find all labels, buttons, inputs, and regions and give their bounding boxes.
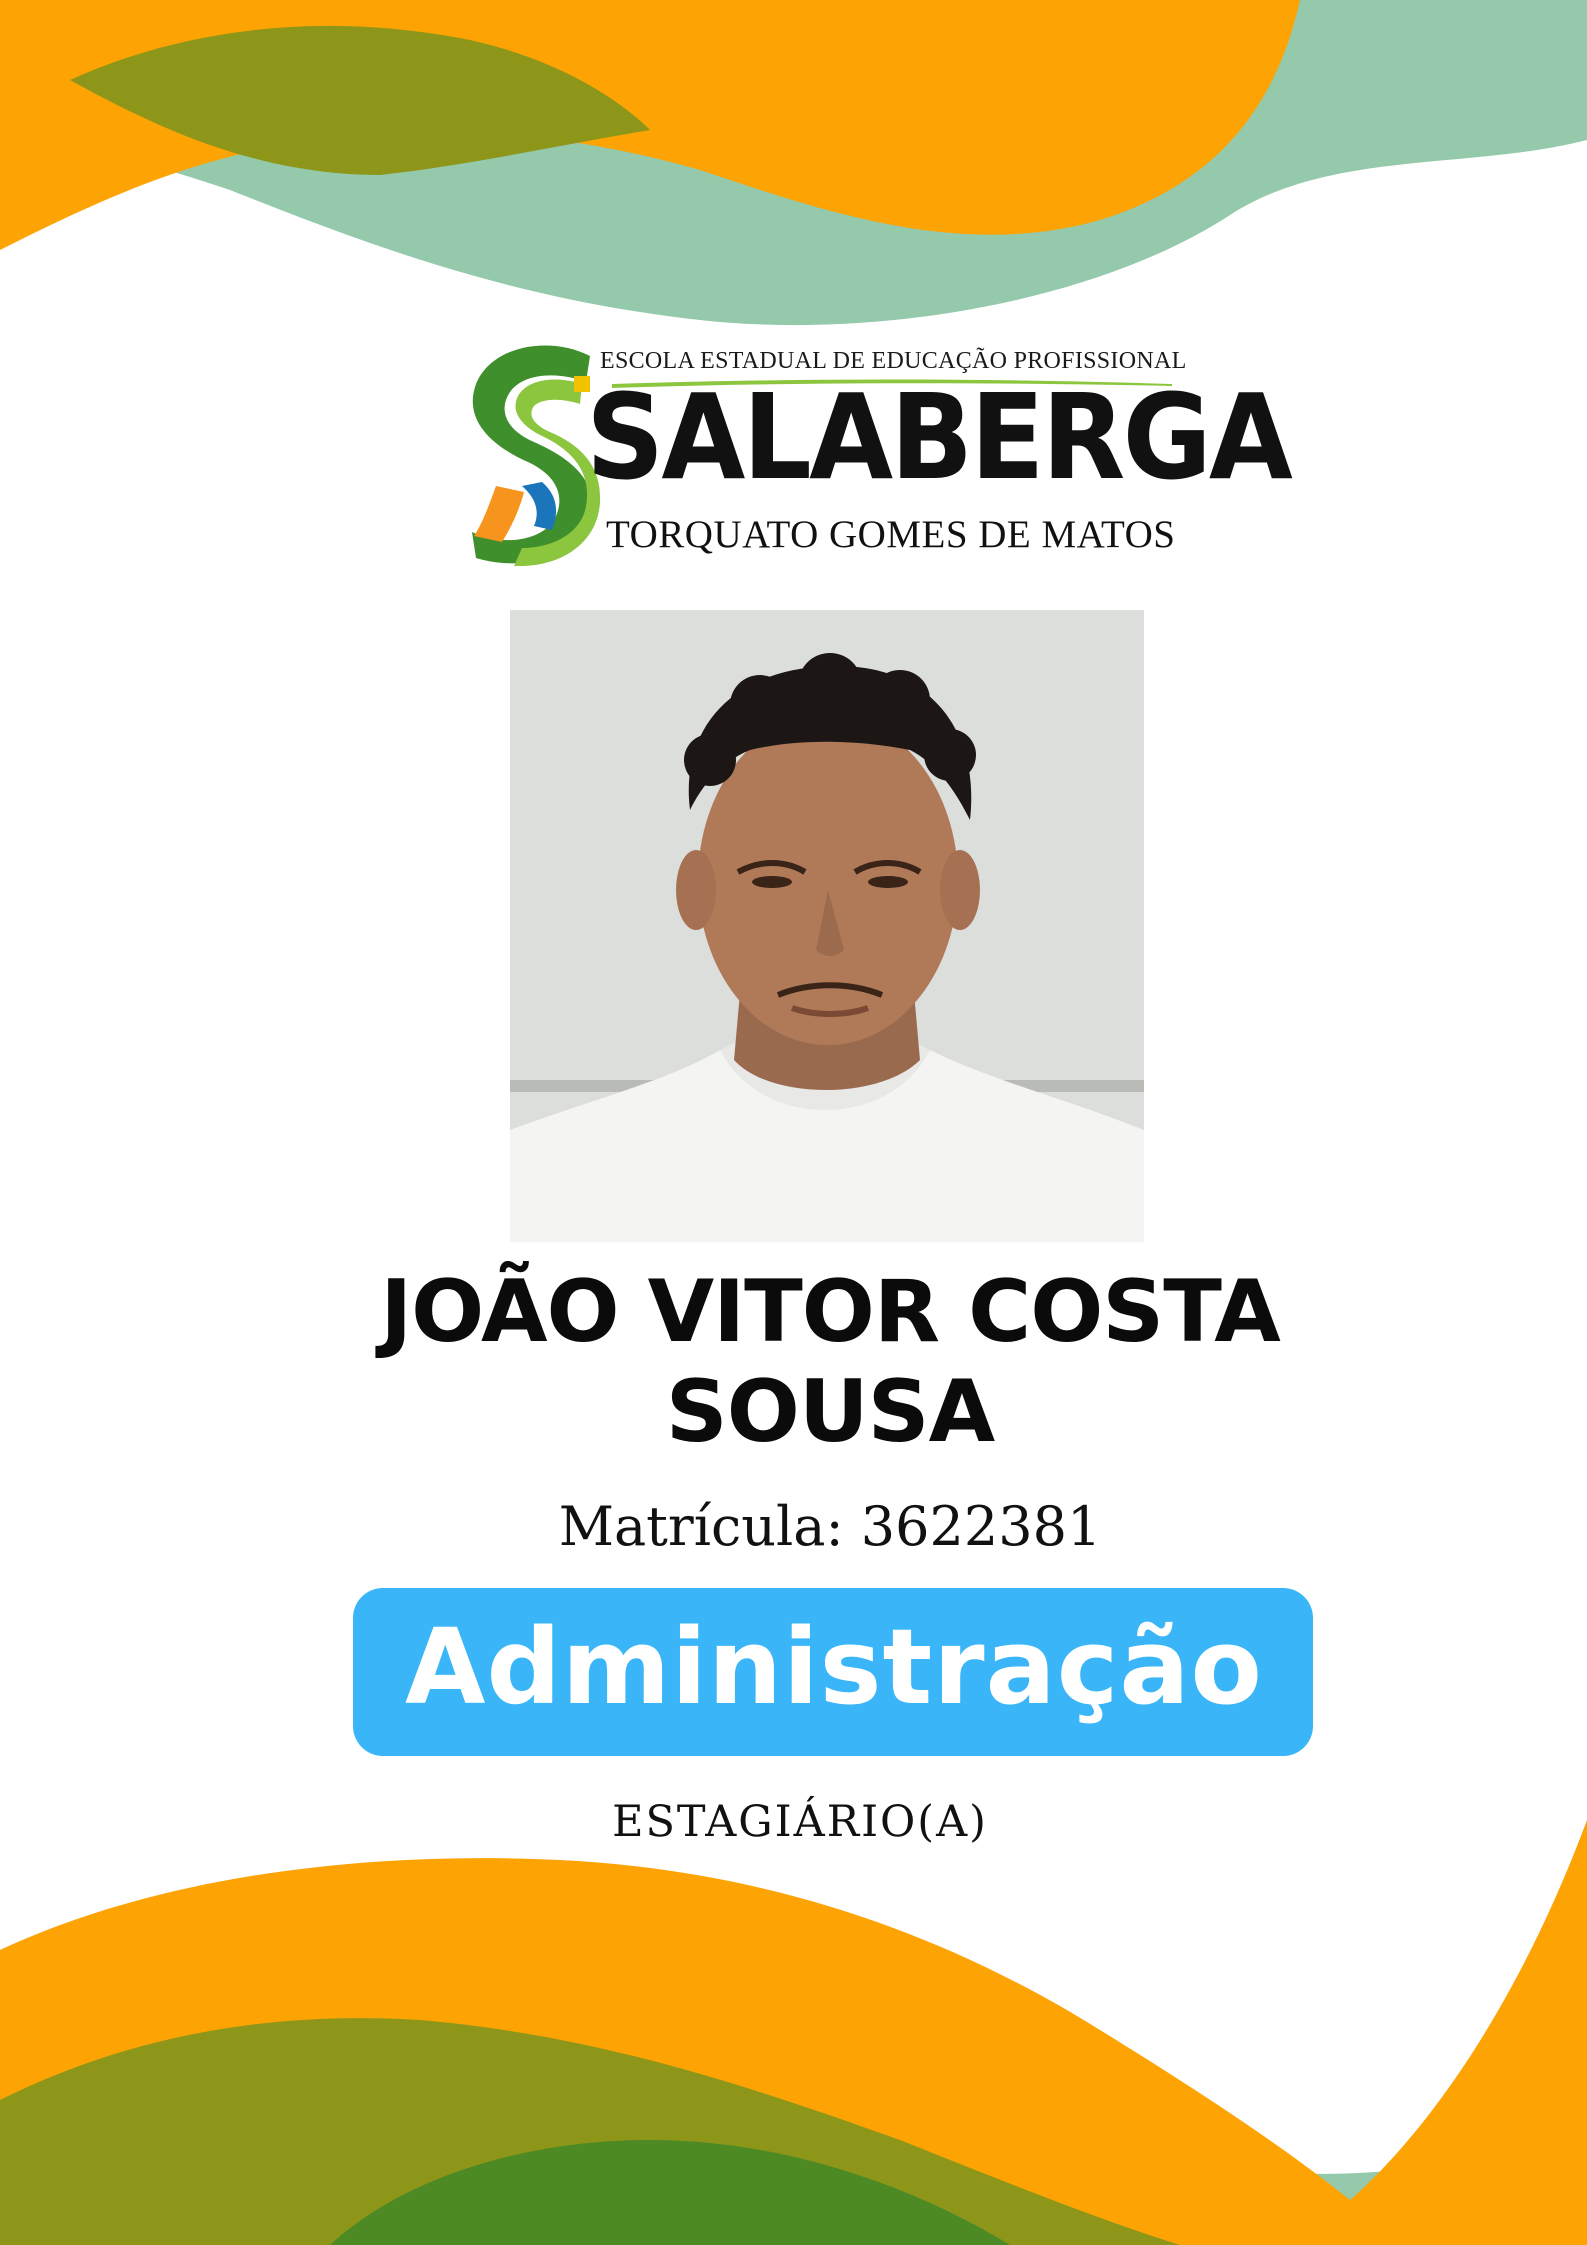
student-name xyxy=(300,1262,1360,1462)
portrait-image xyxy=(510,610,1144,1242)
school-logo xyxy=(462,336,1291,566)
student-name-line1: JOÃO VITOR COSTA xyxy=(380,1262,1280,1362)
student-role: ESTAGIÁRIO(A) xyxy=(612,1797,988,1847)
logo-tagline-bottom: TORQUATO GOMES DE MATOS xyxy=(606,513,1176,556)
logo-tagline-top: ESCOLA ESTADUAL DE EDUCAÇÃO PROFISSIONAL xyxy=(600,348,1187,374)
course-badge xyxy=(353,1588,1313,1756)
logo-school-name: SALABERGA xyxy=(586,368,1291,506)
logo-s-mark xyxy=(462,336,602,566)
student-matricula: Matrícula: 3622381 xyxy=(558,1495,1102,1558)
student-name-line2: SOUSA xyxy=(665,1362,995,1462)
student-photo xyxy=(510,610,1144,1242)
course-label: Administração xyxy=(405,1606,1263,1728)
